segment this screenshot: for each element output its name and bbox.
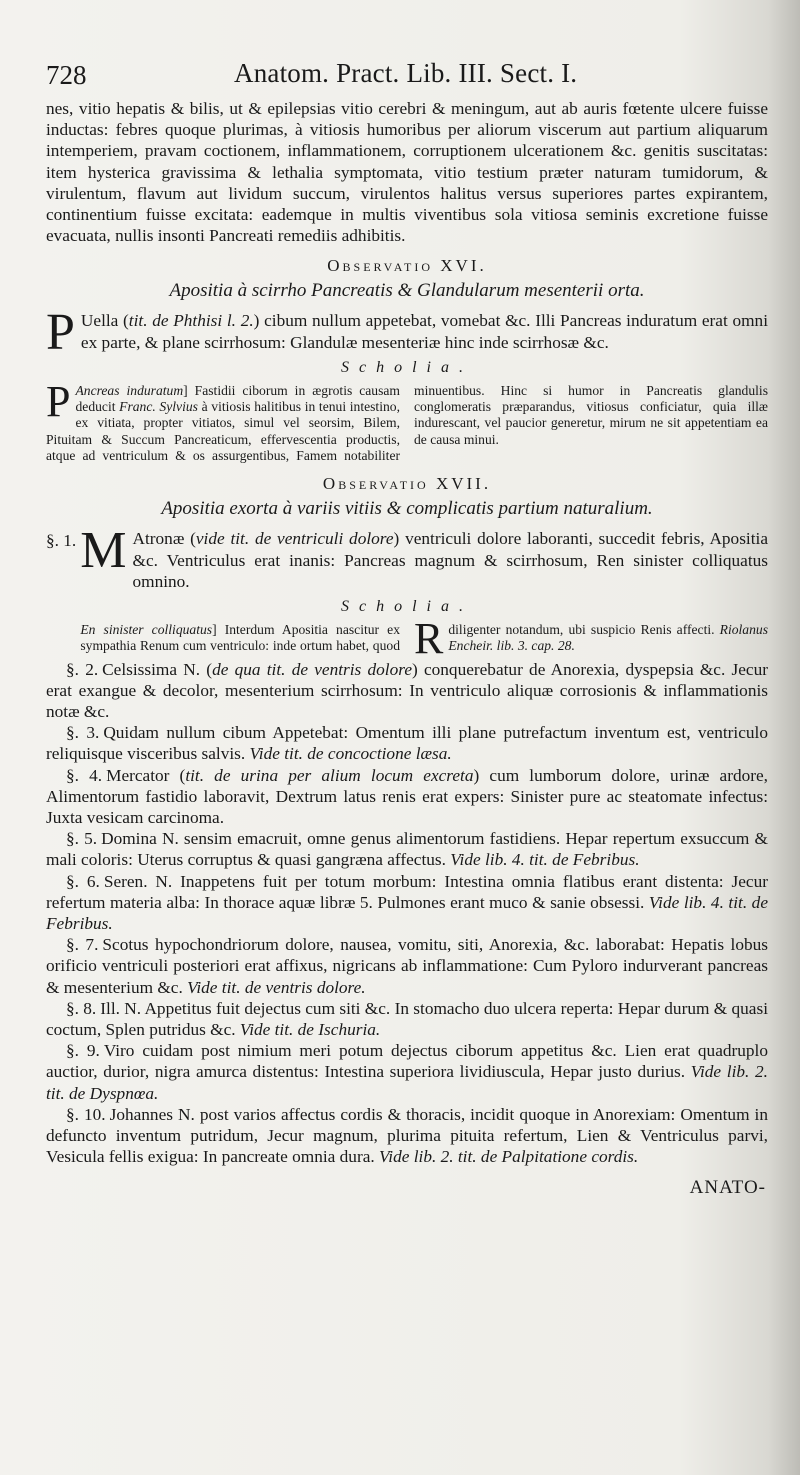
running-head bbox=[46, 58, 768, 98]
scholia-text: à vitiosis halitibus in tenui intestino, ex vitiata, propter vitiatos, simul vel seorsim, Bilem, Pituitam & Succum Pancreaticum, effervescentia productis, atque ad ventriculum & os assurgentibus, Famem notabiliter minuentibus. Hinc si humor in Pancreatis glandulis conglomeratis præparandus, vitiosus conficiatur, quia illæ indurescant, vel paucior generetur, mirum ne sit appetentiam ea de causa minui. bbox=[46, 382, 768, 464]
section-number: §. 2. bbox=[66, 659, 99, 679]
observation-16-heading: Observatio XVI. bbox=[327, 256, 487, 276]
scholia-drop-cap: P bbox=[46, 376, 71, 426]
section-text: ) conquerebatur de Anorexia, dyspepsia &c. Jecur erat exangue & decolor, mesenterium scirrhosum: In ventriculo aliquæ corrosionis & inflammationis notæ &c. bbox=[46, 659, 768, 721]
section-number: §. 10. bbox=[66, 1104, 106, 1124]
catchword: ANATO- bbox=[689, 1177, 766, 1199]
section-text: Mercator ( bbox=[106, 765, 186, 785]
scholia-17-heading: Scholia. bbox=[341, 597, 473, 615]
observation-17-subtitle: Apositia exorta à variis vitiis & complicatis partium naturalium. bbox=[161, 498, 653, 520]
section-reference: Vide tit. de Ischuria. bbox=[239, 1019, 381, 1039]
observation-17-section-1 bbox=[46, 522, 768, 592]
section-text: Domina N. sensim emacruit, omne genus alimentorum fastidiens. Hepar repertum exsuccum & mali coloris: Uterus corruptus & quasi gangræna affectus. bbox=[46, 829, 768, 870]
section-paragraph bbox=[46, 659, 768, 723]
scholia-drop-cap: R bbox=[414, 613, 444, 663]
scholia-reference: Riolanus Encheir. lib. 3. cap. 28. bbox=[448, 621, 768, 654]
section-reference: Vide tit. de ventris dolore. bbox=[187, 977, 366, 997]
section-paragraph bbox=[46, 828, 768, 870]
section-number: §. 3. bbox=[66, 723, 100, 743]
scholia-16-body bbox=[46, 376, 768, 464]
section-text: Viro cuidam post nimium meri potum dejectus ciborum appetitus &c. Lien erat quadruplo auctior, durior, nigra amurca distentus: Intestina superiora lividiuscula, Hepar justo durius. bbox=[46, 1041, 768, 1082]
drop-cap: P bbox=[46, 304, 75, 362]
obs16-text-start: Uella ( bbox=[80, 311, 129, 331]
s1-text-rest: ) ventriculi dolore laboranti, succedit febris, Apositia &c. Ventriculus erat inanis: Pancreas magnum & scirrhosum, Ren sinister colliquatus omnino. bbox=[132, 529, 768, 591]
section-text: Johannes N. post varios affectus cordis & thoracis, incidit quoque in Anorexiam: Omentum in defuncto inventum putridum, Jecur magnum, plurima pituita refertum, Lien & Ventriculus parvi, Vesicula fellis exigua: In pancreate omnia dura. bbox=[46, 1104, 768, 1167]
section-paragraph bbox=[46, 722, 768, 764]
running-title: Anatom. Pract. Lib. III. Sect. I. bbox=[234, 58, 578, 88]
section-reference: de qua tit. de ventris dolore bbox=[212, 659, 412, 679]
drop-cap: M bbox=[80, 522, 127, 580]
scholia-lemma: Ancreas induratum bbox=[75, 382, 184, 398]
page-content bbox=[46, 58, 768, 1199]
observation-17-heading: Observatio XVII. bbox=[322, 474, 492, 494]
section-text: Scotus hypochondriorum dolore, nausea, vomitu, siti, Anorexia, &c. laborabat: Hepatis lobus orificio ventriculi posteriori erat affixus, nigricans ab inflammatione: Cum Pyloro indurverant pancreas & mesenterium &c. bbox=[46, 935, 769, 997]
obs16-reference: tit. de Phthisi l. 2. bbox=[128, 311, 254, 331]
s1-reference: vide tit. de ventriculi dolore bbox=[195, 529, 394, 549]
scholia-author: Franc. Sylvius bbox=[119, 399, 198, 415]
scholia-text: ] Interdum Apositia nascitur ex sympathia Renum cum ventriculo: inde ortum habet, quod diligenter notandum, ubi suspicio Renis affecti. bbox=[80, 621, 720, 654]
intro-paragraph: nes, vitio hepatis & bilis, ut & epilepsias vitio cerebri & meningum, aut ab auris fœtente ulcere fuisse inductas: febres quoque plurimas, à vitiosis humoribus per aliorum viscerum aut partium aliquarum intemperiem, pravam coctionem, inflammationem, corruptionem ulcerationem &c. genitis suscitatas: item hysterica gravissima & lethalia symptomata, vitio testium præter naturam tumidorum, & virulentum, flavum aut lividum succum, virulentos halitus versus superiores partes expirantem, continentium fuisse excitata: eademque in multis viventibus sola vitiosa seminis excretione fuisse evacuata, nullis insonti Pancreati remediis adhibitis. bbox=[46, 99, 768, 246]
section-paragraph bbox=[46, 1040, 768, 1104]
page-number: 728 bbox=[46, 60, 87, 90]
section-paragraph bbox=[46, 1104, 768, 1168]
section-number: §. 4. bbox=[66, 765, 103, 785]
scholia-lemma: En sinister colliquatus bbox=[80, 621, 213, 637]
scholia-16-heading: Scholia. bbox=[341, 358, 473, 376]
section-paragraph bbox=[46, 871, 768, 935]
scholia-17-body bbox=[46, 613, 768, 663]
section-number: §. 8. bbox=[66, 998, 97, 1018]
section-text: Ill. N. Appetitus fuit dejectus cum siti &c. In stomacho duo ulcera reperta: Hepar durum & quasi coctum, Splen putridus &c. bbox=[46, 998, 768, 1039]
section-reference: Vide lib. 4. tit. de Febribus. bbox=[450, 850, 640, 870]
section-reference: Vide tit. de concoctione læsa. bbox=[249, 744, 452, 764]
section-text: Seren. N. Inappetens fuit per totum morbum: Intestina omnia flatibus erant distenta: Jecur refertum materia alba: In thorace aquæ libræ 5. Pulmones erant muco & sanie obsessi. bbox=[46, 871, 768, 912]
section-paragraph bbox=[46, 934, 768, 998]
observation-16-text bbox=[46, 304, 768, 362]
section-text: Celsissima N. ( bbox=[102, 659, 213, 679]
section-reference: Vide lib. 4. tit. de Febribus. bbox=[46, 892, 768, 933]
section-text: ) cum lumborum dolore, urinæ ardore, Alimentorum fastidio laboravit, Dextrum latus renis erat expers: Sinister pure ac steatomate infectus: Juxta vesicam carcinoma. bbox=[46, 765, 769, 827]
section-text: Quidam nullum cibum Appetebat: Omentum illi plane putrefactum inventum est, ventriculo reliquisque visceribus salvis. bbox=[46, 723, 768, 764]
section-list bbox=[46, 659, 768, 1168]
section-reference: tit. de urina per alium locum excreta bbox=[185, 765, 474, 785]
section-number: §. 7. bbox=[66, 935, 99, 955]
section-paragraph bbox=[46, 998, 768, 1040]
section-reference: Vide lib. 2. tit. de Dyspnœa. bbox=[46, 1062, 768, 1103]
scholia-text: ] Fastidii ciborum in ægrotis causam deducit bbox=[75, 382, 400, 415]
obs16-text-rest: ) cibum nullum appetebat, vomebat &c. Illi Pancreas induratum erat omni ex parte, & plane scirrhosum: Glandulæ mesenteriæ hinc inde scirrhosæ &c. bbox=[80, 311, 768, 352]
section-number: §. 1. bbox=[46, 531, 77, 551]
s1-text-start: Atronæ ( bbox=[132, 529, 196, 549]
observation-16-subtitle: Apositia à scirrho Pancreatis & Glandularum mesenterii orta. bbox=[169, 280, 645, 302]
section-paragraph bbox=[46, 765, 768, 829]
section-number: §. 6. bbox=[66, 871, 100, 891]
section-number: §. 9. bbox=[66, 1041, 100, 1061]
section-reference: Vide lib. 2. tit. de Palpitatione cordis. bbox=[379, 1147, 639, 1167]
section-number: §. 5. bbox=[66, 829, 98, 849]
